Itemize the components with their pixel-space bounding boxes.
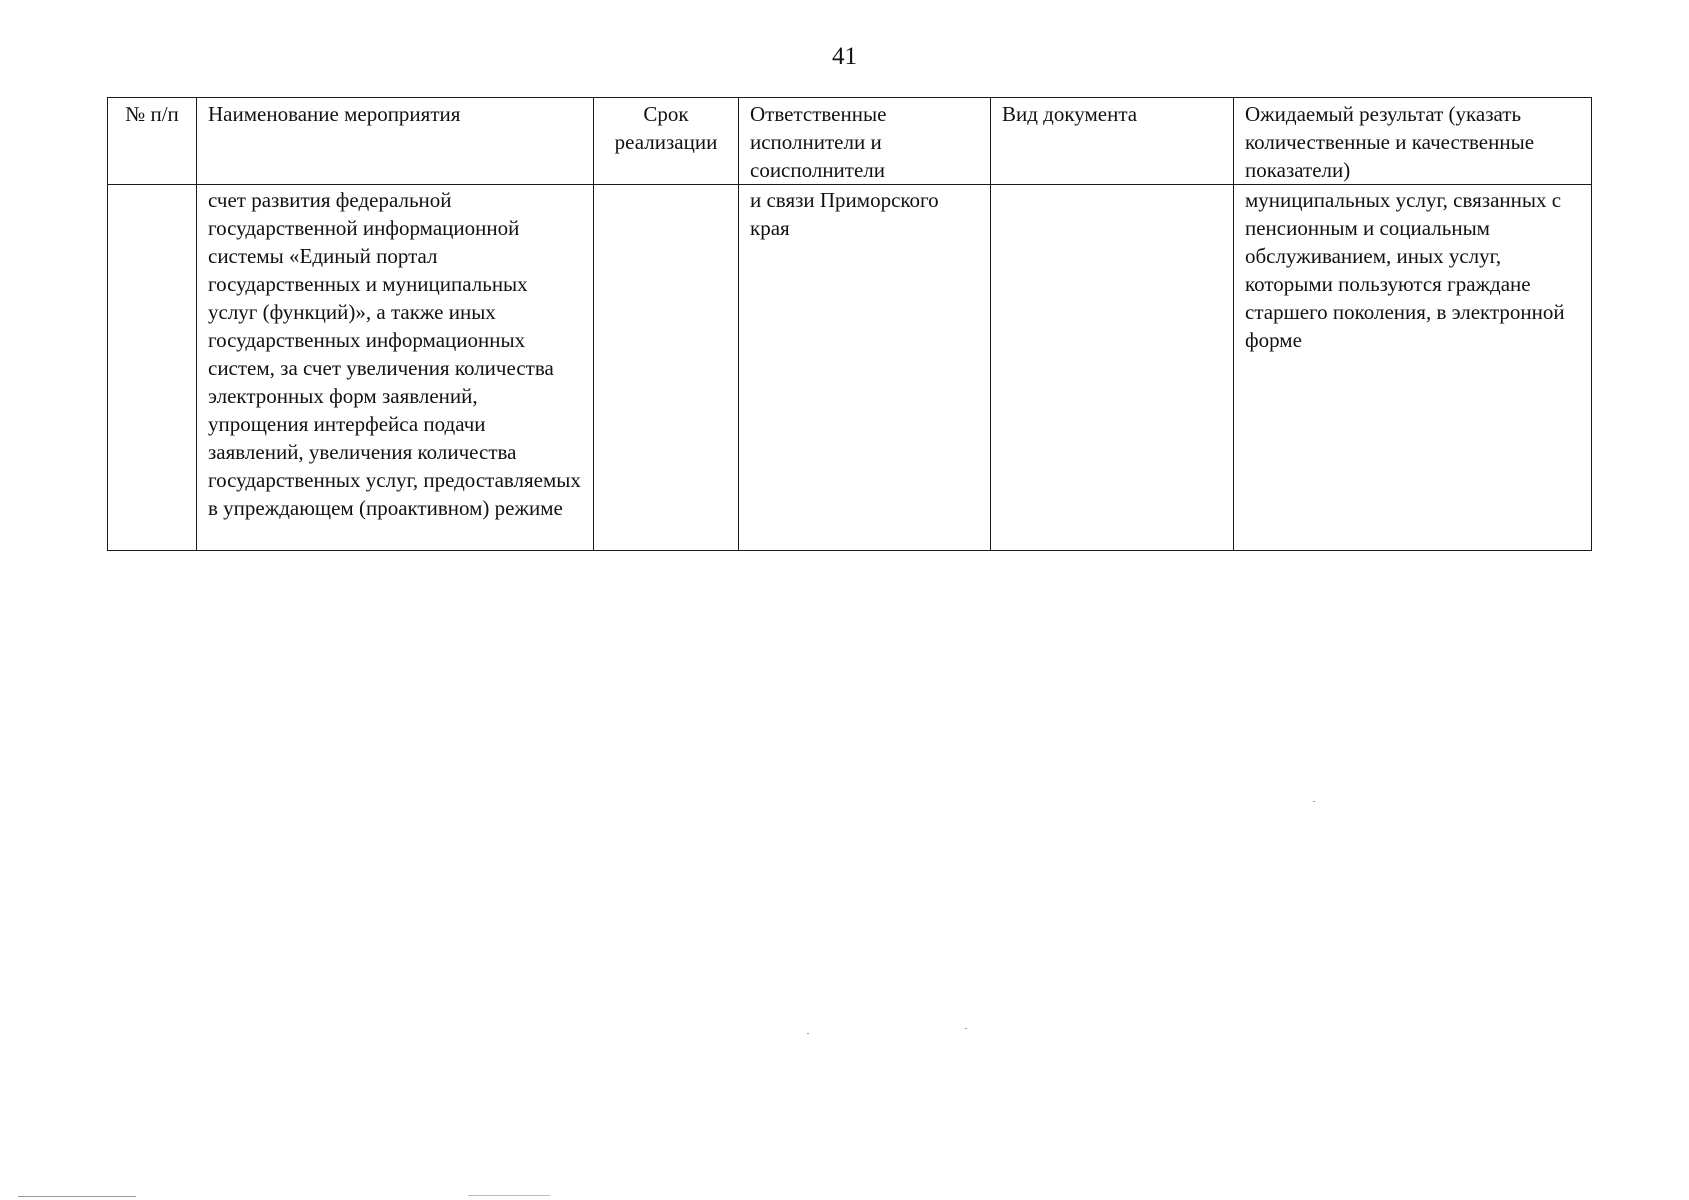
scan-artifact-dot bbox=[807, 1033, 809, 1034]
cell-doc-type bbox=[991, 185, 1234, 551]
header-executors: Ответственные исполнители и соисполнители bbox=[739, 98, 991, 185]
header-result: Ожидаемый результат (указать количественные и качественные показатели) bbox=[1234, 98, 1592, 185]
scan-artifact-line bbox=[18, 1196, 136, 1197]
page-number: 41 bbox=[832, 43, 857, 70]
header-term: Срок реализации bbox=[594, 98, 739, 185]
measures-table bbox=[107, 97, 1592, 551]
cell-term bbox=[594, 185, 739, 551]
scan-artifact-line bbox=[468, 1195, 550, 1196]
cell-name: счет развития федеральной государственной информационной системы «Единый портал государственных и муниципальных услуг (функций)», а также иных государственных информационных систем, за счет увеличения количества электронных форм заявлений, упрощения интерфейса подачи заявлений, увеличения количества государственных услуг, предоставляемых в упреждающем (проактивном) режиме bbox=[197, 185, 594, 551]
scan-artifact-dot bbox=[965, 1028, 967, 1029]
table-header-row bbox=[108, 98, 1592, 185]
cell-num bbox=[108, 185, 197, 551]
header-doc-type: Вид документа bbox=[991, 98, 1234, 185]
table-row bbox=[108, 185, 1592, 551]
scan-artifact-dot bbox=[1313, 801, 1315, 802]
header-num: № п/п bbox=[108, 98, 197, 185]
cell-executors: и связи Приморского края bbox=[739, 185, 991, 551]
cell-result: муниципальных услуг, связанных с пенсионным и социальным обслуживанием, иных услуг, которыми пользуются граждане старшего поколения, в электронной форме bbox=[1234, 185, 1592, 551]
header-name: Наименование мероприятия bbox=[197, 98, 594, 185]
